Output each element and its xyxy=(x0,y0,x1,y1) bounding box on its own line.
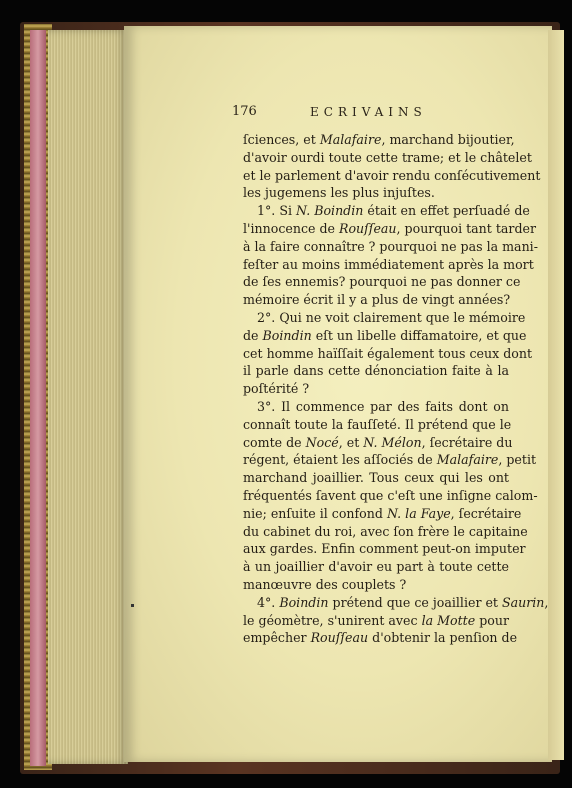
text-line xyxy=(243,629,518,647)
text-run: mémoire écrit il y a plus de vingt années? xyxy=(243,292,511,308)
text-run: , pourquoi tant tarder xyxy=(396,220,536,236)
text-run: marchand joaillier. Tous ceux qui les ont xyxy=(243,470,509,486)
italic-text: Malafaire xyxy=(319,132,382,147)
text-run: et le parlement d'avoir rendu conſécutivement xyxy=(243,167,541,183)
text-line xyxy=(243,184,509,202)
text-line xyxy=(243,273,521,291)
text-line xyxy=(243,167,541,185)
facing-page-edge xyxy=(548,30,564,760)
italic-text: Boindin xyxy=(262,327,312,343)
text-line xyxy=(243,220,536,238)
text-run: manœuvre des couplets ? xyxy=(243,576,407,592)
text-line xyxy=(243,434,513,452)
text-run: poſtérité ? xyxy=(243,381,310,397)
text-line xyxy=(243,451,537,469)
text-run: comte de xyxy=(243,434,306,450)
text-run: 3°. Il commence par des faits dont on xyxy=(257,398,509,414)
text-run: nie; enſuite il confond xyxy=(243,505,387,521)
page-number: 176 xyxy=(232,104,257,119)
text-run: prétend que ce joaillier et xyxy=(328,594,502,610)
text-line xyxy=(243,398,509,416)
text-run: l'innocence de xyxy=(243,220,339,236)
text-line xyxy=(243,202,530,220)
text-line xyxy=(243,558,509,576)
endpaper-edge xyxy=(30,30,46,766)
italic-text: Saurin xyxy=(501,594,545,610)
text-line xyxy=(243,327,527,345)
text-run: cet homme haïſſait également tous ceux dont xyxy=(243,345,533,361)
italic-text: Malafaire xyxy=(436,452,499,468)
text-run: du cabinet du roi, avec ſon frère le capitaine xyxy=(243,523,528,539)
text-line xyxy=(243,612,509,630)
text-line xyxy=(243,540,526,558)
text-line xyxy=(243,238,538,256)
text-line xyxy=(243,380,509,398)
text-run: connaît toute la fauſſeté. Il prétend que le xyxy=(243,416,512,432)
text-run: était en effet perſuadé de xyxy=(363,203,530,219)
italic-text: Rouſſeau xyxy=(310,630,369,646)
text-line xyxy=(243,291,509,309)
text-run: il parle dans cette dénonciation faite à la xyxy=(243,363,509,379)
italic-text: Rouſſeau xyxy=(338,220,397,236)
text-line xyxy=(243,523,528,541)
margin-mark xyxy=(131,604,134,607)
text-run: d'obtenir la penſion de xyxy=(368,630,518,646)
text-run: aux gardes. Enfin comment peut-on imputer xyxy=(243,541,526,557)
text-run: , ſecrétaire xyxy=(450,505,522,521)
text-run: feſter au moins immédiatement après la mort xyxy=(243,256,534,272)
italic-text: N. Boindin xyxy=(295,203,364,219)
text-run: eſt un libelle diffamatoire, et que xyxy=(311,327,527,343)
text-line xyxy=(243,131,515,149)
text-line xyxy=(243,309,526,327)
body-text xyxy=(243,131,549,647)
text-run: 2°. Qui ne voit clairement que le mémoire xyxy=(257,309,526,325)
text-line xyxy=(243,487,538,505)
text-line xyxy=(243,362,509,380)
text-run: de xyxy=(243,327,263,343)
text-line xyxy=(243,505,522,523)
text-run: empêcher xyxy=(243,630,311,646)
italic-text: N. Mélon xyxy=(363,434,422,450)
text-run: à la faire connaître ? pourquoi ne pas la mani- xyxy=(243,238,538,254)
text-run: 4°. xyxy=(257,594,280,610)
text-run: fréquentés ſavent que c'eſt une inſigne calom- xyxy=(243,487,538,503)
text-run: à un joaillier d'avoir eu part à toute cette xyxy=(243,559,509,575)
text-line xyxy=(243,149,532,167)
text-line xyxy=(243,345,533,363)
text-run: pour xyxy=(475,612,510,628)
text-run: de ſes ennemis? pourquoi ne pas donner ce xyxy=(243,274,521,290)
text-run: , petit xyxy=(498,452,537,468)
running-title: ECRIVAINS xyxy=(310,105,427,119)
text-run: les jugemens les plus injuſtes. xyxy=(243,185,435,201)
text-line xyxy=(243,469,509,487)
italic-text: N. la Faye xyxy=(386,505,451,521)
text-run: , marchand bijoutier, xyxy=(381,132,515,147)
text-line xyxy=(243,576,509,594)
page-block-edge xyxy=(48,30,128,764)
text-run: , et xyxy=(338,434,364,450)
text-run: , ſecrétaire du xyxy=(421,434,513,450)
text-run: 1°. Si xyxy=(257,203,296,219)
text-run: , xyxy=(544,594,549,610)
italic-text: la Motte xyxy=(421,612,476,628)
text-run: d'avoir ourdi toute cette trame; et le châtelet xyxy=(243,149,532,165)
page-header xyxy=(232,104,512,124)
text-line xyxy=(243,594,549,612)
text-run: ſciences, et xyxy=(243,132,320,147)
text-line xyxy=(243,256,534,274)
text-line xyxy=(243,416,512,434)
text-run: régent, étaient les aſſociés de xyxy=(243,452,437,468)
italic-text: Boindin xyxy=(279,594,329,610)
text-run: le géomètre, s'unirent avec xyxy=(243,612,422,628)
italic-text: Nocé xyxy=(305,434,339,450)
